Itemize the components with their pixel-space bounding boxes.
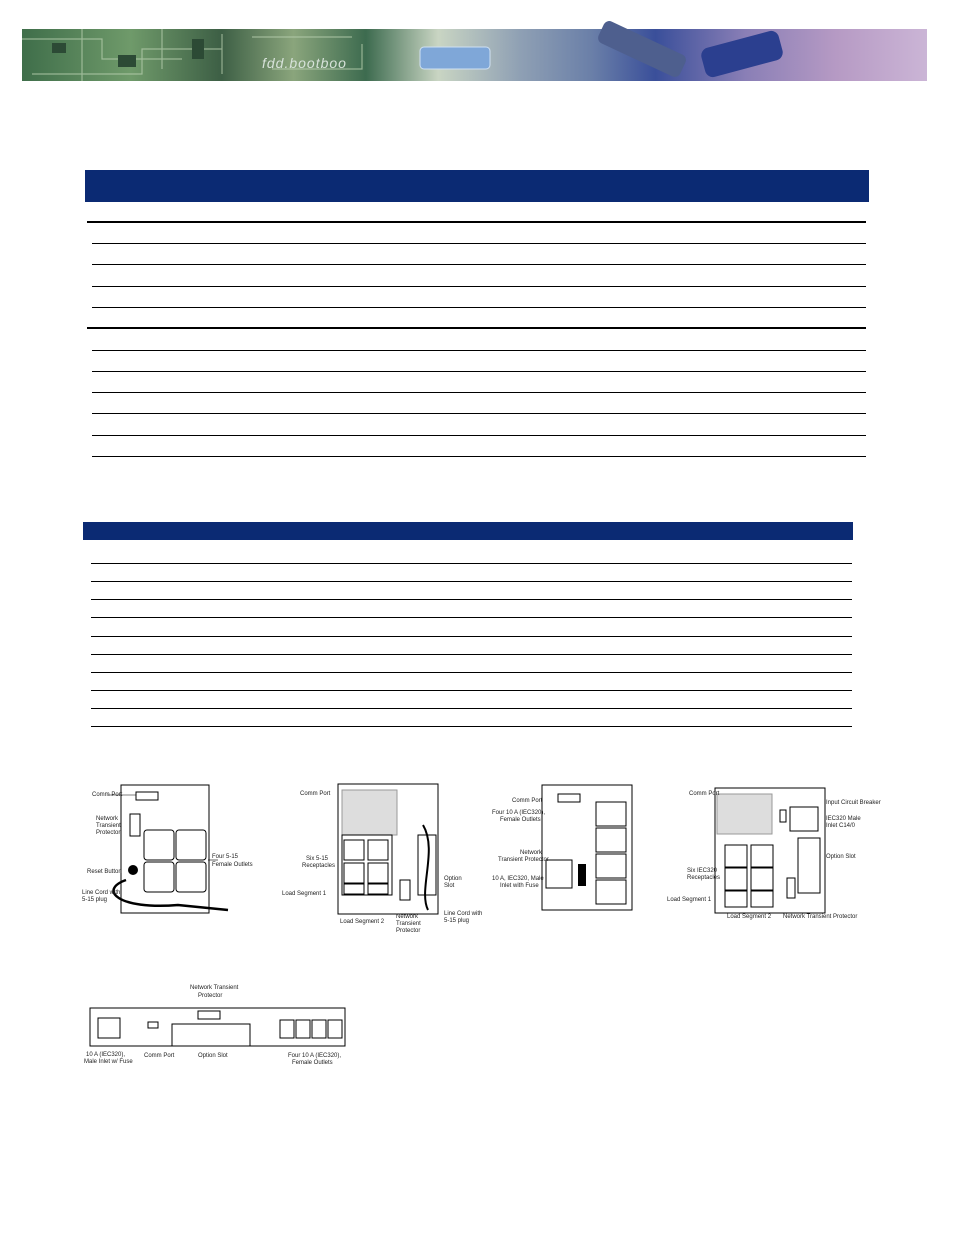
comm-port-icon (558, 794, 580, 802)
fig4-comm-port-label: Comm Port (689, 791, 720, 797)
table1-row-rule (92, 371, 866, 372)
fig2-receptacles-label-line2: Receptacles (302, 863, 336, 869)
header-banner (22, 29, 927, 81)
fig2-protector-label-line3: Protector (396, 928, 421, 934)
table1-section-rule (87, 221, 866, 223)
table2-row-rule (91, 654, 852, 655)
network-protector-icon (787, 878, 795, 898)
table1-row-rule (92, 286, 866, 287)
table2-row-rule (91, 690, 852, 691)
fig4-inlet-label-line2: Inlet C14/0 (826, 823, 856, 829)
fig4-option-label: Option Slot (826, 854, 856, 860)
inlet-icon (98, 1018, 120, 1038)
fig4-protector-label: Network Transient Protector (783, 914, 858, 920)
table2-header-bar (83, 522, 853, 540)
fig3-outlets-label-line2: Female Outlets (500, 817, 541, 823)
fig2-linecord-label-line2: 5-15 plug (444, 918, 470, 924)
fig1-linecord-label-line1: Line Cord with (82, 890, 121, 896)
fig1-reset-label: Reset Button (87, 869, 122, 875)
fig3-protector-label-line1: Network (520, 850, 543, 856)
table2-row-rule (91, 599, 852, 600)
network-protector-icon (400, 880, 410, 900)
fig5-outlets-label-line2: Female Outlets (292, 1060, 333, 1066)
inlet-icon (546, 860, 572, 888)
table1-row-rule (92, 307, 866, 308)
table1-row-rule (92, 264, 866, 265)
table1-row-rule (92, 392, 866, 393)
breaker-icon (780, 810, 786, 822)
fig2-comm-port-label: Comm Port (300, 791, 331, 797)
option-slot (172, 1024, 250, 1046)
table1-row-rule (92, 413, 866, 414)
fig1-protector-label-line3: Protector (96, 830, 121, 836)
fig3-inlet-label-line1: 10 A, IEC320, Male (492, 876, 544, 882)
fig5-option-label: Option Slot (198, 1053, 228, 1059)
fig5-comm-port-label: Comm Port (144, 1053, 175, 1059)
fig2-linecord-label-line1: Line Cord with (444, 911, 483, 917)
table2-row-rule (91, 581, 852, 582)
fig4-receptacles-label-line2: Receptacles (687, 875, 721, 881)
table1-row-rule (92, 243, 866, 244)
table1-header-bar (85, 170, 869, 202)
fig2-load-seg1-label: Load Segment 1 (282, 891, 327, 897)
fig4-breaker-label: Input Circuit Breaker (826, 800, 881, 806)
comm-port-icon (148, 1022, 158, 1028)
fig2-receptacles-label-line1: Six 5-15 (306, 856, 329, 862)
circuit-board-graphic (22, 29, 927, 81)
fig2-option-label-line1: Option (444, 876, 462, 882)
fig5-outlets-label-line1: Four 10 A (IEC320), (288, 1053, 342, 1059)
figure-ups-rear-panel-5 (80, 980, 350, 1072)
fig3-inlet-label-line2: Inlet with Fuse (500, 883, 539, 889)
fig1-protector-label-line1: Network (96, 816, 119, 822)
fig4-inlet-label-line1: IEC320 Male (826, 816, 861, 822)
fig4-load-seg2-label: Load Segment 2 (727, 914, 772, 920)
table2-row-rule (91, 672, 852, 673)
fig1-comm-port-label: Comm Port (92, 792, 123, 798)
fig5-inlet-label-line2: Male Inlet w/ Fuse (84, 1059, 133, 1065)
figure-ups-rear-panel-3 (490, 780, 640, 915)
table2-row-rule (91, 726, 852, 727)
reset-button-icon (128, 865, 138, 875)
parallel-connector-icon (699, 29, 784, 79)
fig5-protector-label-line2: Protector (198, 993, 223, 999)
table1-row-rule (92, 435, 866, 436)
figure-ups-rear-panel-2 (278, 780, 483, 950)
figure-ups-rear-panel-1 (78, 780, 258, 930)
comm-port-icon (136, 792, 158, 800)
fig3-outlets-label-line1: Four 10 A (IEC320), (492, 810, 546, 816)
fig2-option-label-line2: Slot (444, 883, 455, 889)
fig1-protector-label-line2: Transient (96, 823, 121, 829)
iec-inlet-icon (790, 807, 818, 831)
table1-row-rule (92, 456, 866, 457)
network-protector-icon (130, 814, 140, 836)
option-slot (798, 838, 820, 893)
fig3-protector-label-line2: Transient Protector (498, 857, 549, 863)
figure-ups-rear-panel-4 (665, 780, 881, 925)
fig5-protector-label-line1: Network Transient (190, 985, 239, 991)
connector-icon (420, 47, 490, 69)
vent-grille (342, 790, 397, 835)
fig2-protector-label-line2: Transient (396, 921, 421, 927)
table1-section-rule (87, 327, 866, 329)
table2-row-rule (91, 708, 852, 709)
fig5-inlet-label-line1: 10 A (IEC320), (86, 1052, 126, 1058)
network-protector-icon (578, 864, 586, 886)
fig4-load-seg1-label: Load Segment 1 (667, 897, 712, 903)
fig1-outlets-label-line2: Female Outlets (212, 862, 253, 868)
network-protector-icon (198, 1011, 220, 1019)
fig3-comm-port-label: Comm Port (512, 798, 543, 804)
table2-row-rule (91, 563, 852, 564)
fig1-outlets-label-line1: Four 5-15 (212, 854, 239, 860)
banner-text: fdd.bootboo (262, 55, 347, 71)
fig2-load-seg2-label: Load Segment 2 (340, 919, 385, 925)
fig4-receptacles-label-line1: Six IEC320 (687, 868, 718, 874)
fig1-linecord-label-line2: 5-15 plug (82, 897, 108, 903)
vent-grille (717, 794, 772, 834)
table1-row-rule (92, 350, 866, 351)
table2-row-rule (91, 617, 852, 618)
cable-icon (596, 19, 688, 79)
fig2-protector-label-line1: Network (396, 914, 419, 920)
table2-row-rule (91, 636, 852, 637)
